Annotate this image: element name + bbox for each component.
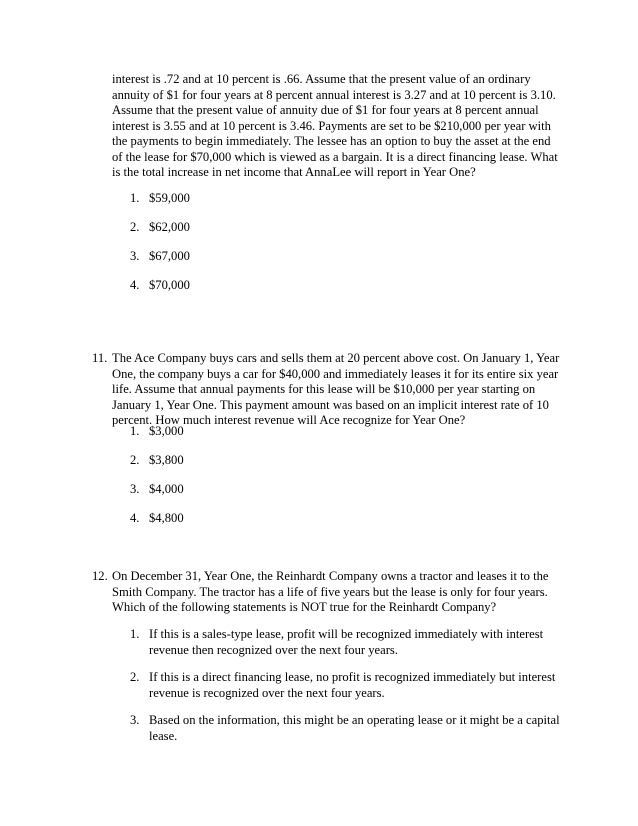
question-11 [92, 351, 562, 429]
option-text: Based on the information, this might be an operating lease or it might be a capital lease. [149, 713, 560, 743]
option-4 [130, 511, 562, 527]
option-number: 4. [130, 278, 140, 292]
option-number: 3. [130, 249, 140, 263]
option-number: 2. [130, 670, 140, 684]
option-text: $70,000 [149, 278, 190, 292]
option-number: 2. [130, 220, 140, 234]
option-2 [130, 453, 562, 469]
question-text: The Ace Company buys cars and sells them at 20 percent above cost. On January 1, Year One, the company buys a car for $40,000 and immediately leases it for its entire six year life. Assume that annual payments for this lease will be $10,000 per year starting on January 1, Year One. This payment amount was based on an implicit interest rate of 10 percent. How much interest revenue will Ace recognize for Year One? [112, 351, 560, 427]
option-text: If this is a sales-type lease, profit will be recognized immediately with interest revenue then recognized over the next four years. [149, 627, 544, 657]
option-text: If this is a direct financing lease, no profit is recognized immediately but interest revenue is recognized over the next four years. [149, 670, 556, 700]
option-text: $3,000 [149, 424, 184, 438]
option-number: 1. [130, 627, 140, 641]
question-text: On December 31, Year One, the Reinhardt Company owns a tractor and leases it to the Smith Company. The tractor has a life of five years but the lease is only for four years. Which of the following statements is NOT true for the Reinhardt Company? [112, 569, 549, 614]
option-2 [130, 220, 562, 236]
option-1 [130, 627, 562, 658]
option-text: $67,000 [149, 249, 190, 263]
option-3 [130, 482, 562, 498]
option-text: $4,800 [149, 511, 184, 525]
option-1 [130, 424, 562, 440]
question-number: 11. [92, 351, 108, 365]
option-number: 2. [130, 453, 140, 467]
option-number: 1. [130, 191, 140, 205]
option-text: $62,000 [149, 220, 190, 234]
question-number: 12. [92, 569, 108, 583]
question-12 [92, 569, 562, 616]
option-number: 3. [130, 482, 140, 496]
option-text: $59,000 [149, 191, 190, 205]
option-text: $3,800 [149, 453, 184, 467]
option-4 [130, 278, 562, 294]
question-10-continuation: interest is .72 and at 10 percent is .66. Assume that the present value of an ordinary annuity of $1 for four years at 8 percent annual interest is 3.27 and at 10 percent is 3.10. Assume that the present value of annuity due of $1 for four years at 8 percent annual interest is 3.55 and at 10 percent is 3.46. Payments are set to be $210,000 per year with the payments to begin immediately. The lessee has an option to buy the asset at the end of the lease for $70,000 which is viewed as a bargain. It is a direct financing lease. What is the total increase in net income that AnnaLee will report in Year One? [112, 72, 558, 179]
option-number: 1. [130, 424, 140, 438]
option-2 [130, 670, 562, 701]
option-text: $4,000 [149, 482, 184, 496]
option-1 [130, 191, 562, 207]
option-number: 3. [130, 713, 140, 727]
option-3 [130, 249, 562, 265]
option-3 [130, 713, 562, 744]
option-number: 4. [130, 511, 140, 525]
